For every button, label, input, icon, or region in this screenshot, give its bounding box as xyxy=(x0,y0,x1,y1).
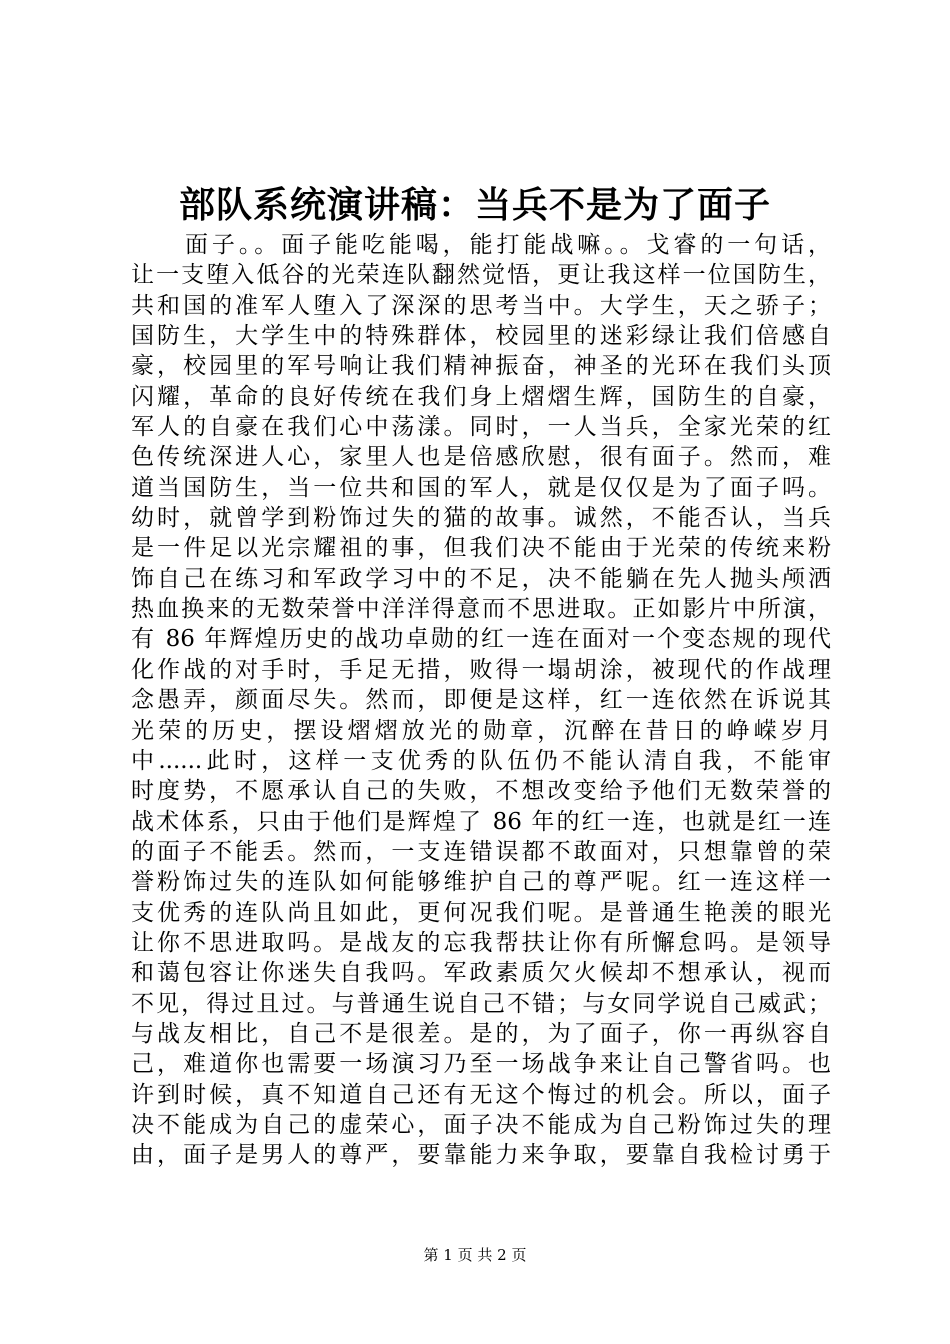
body-line: 国防生，大学生中的特殊群体，校园里的迷彩绿让我们倍感自 xyxy=(131,323,831,350)
page-number-footer: 第 1 页 共 2 页 xyxy=(423,1246,527,1264)
body-line: 闪耀，革命的良好传统在我们身上熠熠生辉，国防生的自豪， xyxy=(131,383,831,410)
body-line: 的面子不能丢。然而，一支连错误都不敢面对，只想靠曾的荣 xyxy=(131,838,831,865)
body-line: 幼时，就曾学到粉饰过失的猫的故事。诚然，不能否认，当兵 xyxy=(131,505,831,532)
body-line: 化作战的对手时，手足无措，败得一塌胡涂，被现代的作战理 xyxy=(131,656,831,683)
body-line: 不见，得过且过。与普通生说自己不错；与女同学说自己威武； xyxy=(131,990,831,1017)
body-line: 誉粉饰过失的连队如何能够维护自己的尊严呢。红一连这样一 xyxy=(131,869,831,896)
body-line: 道当国防生，当一位共和国的军人，就是仅仅是为了面子吗。 xyxy=(131,474,831,501)
body-line: 中......此时，这样一支优秀的队伍仍不能认清自我，不能审 xyxy=(131,747,831,774)
body-line: 让一支堕入低谷的光荣连队翻然觉悟，更让我这样一位国防生， xyxy=(131,262,831,289)
body-line: 有 86 年辉煌历史的战功卓勋的红一连在面对一个变态规的现代 xyxy=(131,626,831,653)
document-title: 部队系统演讲稿：当兵不是为了面子 xyxy=(178,184,771,226)
body-line: 饰自己在练习和军政学习中的不足，决不能躺在先人抛头颅洒 xyxy=(131,565,831,592)
body-line: 与战友相比，自己不是很差。是的，为了面子，你一再纵容自 xyxy=(131,1020,831,1047)
body-line: 和蔼包容让你迷失自我吗。军政素质欠火候却不想承认，视而 xyxy=(131,960,831,987)
body-line: 让你不思进取吗。是战友的忘我帮扶让你有所懈怠吗。是领导 xyxy=(131,929,831,956)
body-line: 共和国的准军人堕入了深深的思考当中。大学生，天之骄子； xyxy=(131,292,831,319)
body-line: 光荣的历史，摆设熠熠放光的勋章，沉醉在昔日的峥嵘岁月 xyxy=(131,717,831,744)
body-line: 许到时候，真不知道自己还有无这个悔过的机会。所以，面子 xyxy=(131,1081,831,1108)
body-line: 念愚弄，颜面尽失。然而，即便是这样，红一连依然在诉说其 xyxy=(131,687,831,714)
body-line: 是一件足以光宗耀祖的事，但我们决不能由于光荣的传统来粉 xyxy=(131,535,831,562)
body-line: 由，面子是男人的尊严，要靠能力来争取，要靠自我检讨勇于 xyxy=(131,1142,831,1169)
body-line: 色传统深进人心，家里人也是倍感欣慰，很有面子。然而，难 xyxy=(131,444,831,471)
body-line: 军人的自豪在我们心中荡漾。同时，一人当兵，全家光荣的红 xyxy=(131,414,831,441)
body-line: 热血换来的无数荣誉中洋洋得意而不思进取。正如影片中所演， xyxy=(131,596,831,623)
body-line: 支优秀的连队尚且如此，更何况我们呢。是普通生艳羡的眼光 xyxy=(131,899,831,926)
document-body xyxy=(131,230,831,1171)
body-line: 豪，校园里的军号响让我们精神振奋，神圣的光环在我们头顶 xyxy=(131,353,831,380)
body-line: 时度势，不愿承认自己的失败，不想改变给予他们无数荣誉的 xyxy=(131,778,831,805)
body-line: 战术体系，只由于他们是辉煌了 86 年的红一连，也就是红一连 xyxy=(131,808,831,835)
body-line: 面子。。面子能吃能喝，能打能战嘛。。戈睿的一句话， xyxy=(185,232,831,258)
body-line: 决不能成为自己的虚荣心，面子决不能成为自己粉饰过失的理 xyxy=(131,1111,831,1138)
body-line: 己，难道你也需要一场演习乃至一场战争来让自己警省吗。也 xyxy=(131,1051,831,1078)
